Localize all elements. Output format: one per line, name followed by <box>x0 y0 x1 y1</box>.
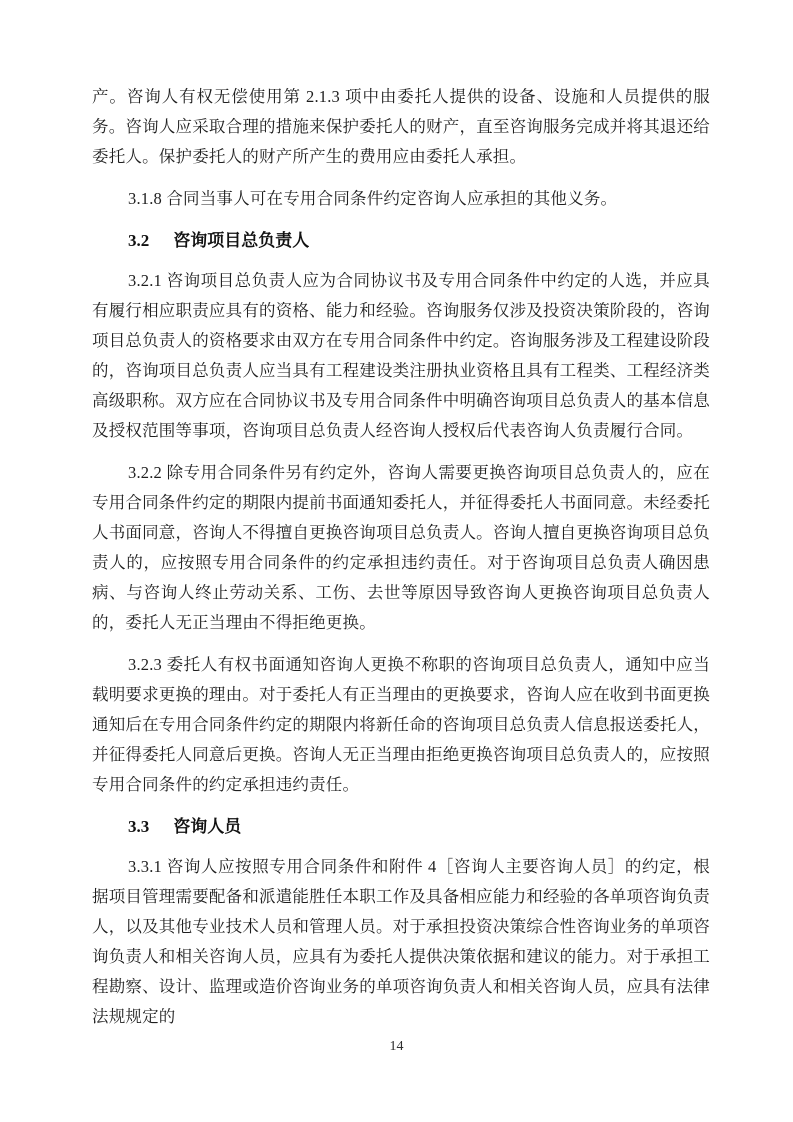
clause-3-2-1: 3.2.1 咨询项目总负责人应为合同协议书及专用合同条件中约定的人选，并应具有履行相应职责应具有的资格、能力和经验。咨询服务仅涉及投资决策阶段的，咨询项目总负责人的资格要求由双方在专用合同条件中约定。咨询服务涉及工程建设阶段的，咨询项目总负责人应当具有工程建设类注册执业资格且具有工程类、工程经济类高级职称。双方应在合同协议书及专用合同条件中明确咨询项目总负责人的基本信息及授权范围等事项，咨询项目总负责人经咨询人授权后代表咨询人负责履行合同。 <box>92 271 710 440</box>
section-number: 3.3 <box>128 817 150 836</box>
section-heading-3-3 <box>92 812 710 842</box>
clause-3-3-1: 3.3.1 咨询人应按照专用合同条件和附件 4［咨询人主要咨询人员］的约定，根据项目管理需要配备和派遣能胜任本职工作及具备相应能力和经验的各单项咨询负责人，以及其他专业技术人员和管理人员。对于承担投资决策综合性咨询业务的单项咨询负责人和相关咨询人员，应具有为委托人提供决策依据和建议的能力。对于承担工程勘察、设计、监理或造价咨询业务的单项咨询负责人和相关咨询人员，应具有法律法规规定的 <box>92 857 710 1026</box>
section-title: 咨询项目总负责人 <box>173 231 310 250</box>
clause-3-1-8: 3.1.8 合同当事人可在专用合同条件约定咨询人应承担的其他义务。 <box>128 189 618 208</box>
page-number: 14 <box>389 1039 404 1054</box>
clause-3-2-3: 3.2.3 委托人有权书面通知咨询人更换不称职的咨询项目总负责人，通知中应当载明要求更换的理由。对于委托人有正当理由的更换要求，咨询人应在收到书面更换通知后在专用合同条件约定的期限内将新任命的咨询项目总负责人信息报送委托人，并征得委托人同意后更换。咨询人无正当理由拒绝更换咨询项目总负责人的，应按照专用合同条件的约定承担违约责任。 <box>92 655 710 794</box>
section-title: 咨询人员 <box>173 817 242 836</box>
paragraph-continuation: 产。咨询人有权无偿使用第 2.1.3 项中由委托人提供的设备、设施和人员提供的服务。咨询人应采取合理的措施来保护委托人的财产，直至咨询服务完成并将其退还给委托人。保护委托人的财产所产生的费用应由委托人承担。 <box>92 87 710 166</box>
section-heading-3-2 <box>92 226 710 256</box>
document-body <box>92 82 710 1044</box>
page-footer <box>0 1038 793 1056</box>
clause-3-2-2: 3.2.2 除专用合同条件另有约定外，咨询人需要更换咨询项目总负责人的，应在专用合同条件约定的期限内提前书面通知委托人，并征得委托人书面同意。未经委托人书面同意，咨询人不得擅自更换咨询项目总负责人。咨询人擅自更换咨询项目总负责人的，应按照专用合同条件的约定承担违约责任。对于咨询项目总负责人确因患病、与咨询人终止劳动关系、工伤、去世等原因导致咨询人更换咨询项目总负责人的，委托人无正当理由不得拒绝更换。 <box>92 463 710 632</box>
section-number: 3.2 <box>128 231 150 250</box>
